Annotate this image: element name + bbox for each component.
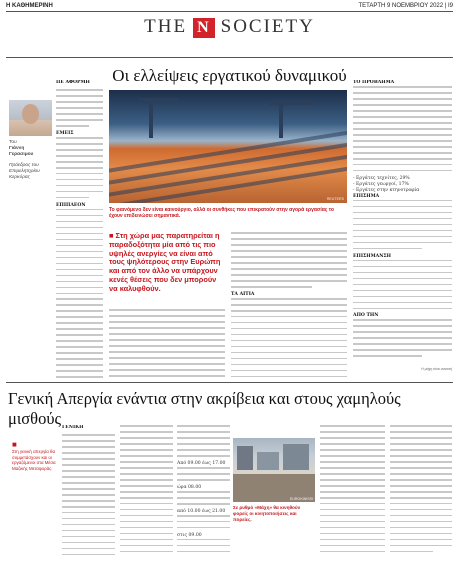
para-head: ΤΑ ΑΙΤΙΑ: [231, 291, 255, 297]
article2-column-3: [177, 425, 230, 565]
bullet-item: - Εργάτες τεχνίτες, 29%: [353, 175, 410, 181]
bullet-item: - Εργάτες στην κτηνοτροφία: [353, 187, 420, 193]
n-logo-badge: N: [193, 18, 215, 38]
article2-column-5: [390, 425, 452, 565]
article-divider: [6, 382, 453, 383]
article2-column-1: [62, 425, 115, 565]
para-head: ΕΠΙΣΗΜΑΝΣΗ: [353, 253, 392, 259]
article2-title: Γενική Απεργία ενάντια στην ακρίβεια και στους χαμηλούς μισθούς: [8, 389, 401, 428]
time-entry: ώρα 08.00: [177, 484, 202, 490]
time-entry: στις 09.00: [177, 532, 202, 538]
port-photo: [109, 90, 347, 203]
article2-column-2: [120, 425, 173, 565]
photo-caption: Το φαινόμενο δεν είναι καινούργιο, αλλά οι συνθήκες που επικρατούν στην αγορά εργασίας το έχουν επιδεινώσει σημαντικά.: [109, 207, 334, 220]
article2-dropcap: ΓΕΝΙΚΗ: [62, 425, 84, 430]
header-rule: [6, 11, 453, 12]
sidebar-note: [12, 441, 56, 515]
article1-column-1: [56, 80, 103, 380]
sidebar-note-text: Στη γενική απεργία θα συμμετάσχουν και οι εργαζόμενοι στα Μέσα Μαζικής Μεταφοράς.: [12, 449, 56, 471]
photo-credit: EUROKINISSI: [289, 497, 313, 501]
para-head: ΕΠΙΠΛΕΟΝ: [56, 202, 86, 208]
masthead-left: THE: [144, 16, 188, 37]
author-byline: [9, 140, 52, 181]
author-photo: [9, 100, 52, 136]
masthead-right: SOCIETY: [220, 16, 315, 37]
para-head: ΕΠΙΣΗΜΑ: [353, 193, 380, 199]
author-name-last: Γερασιμου: [9, 152, 34, 157]
time-entry: Από 09.00 έως 17.00: [177, 460, 226, 466]
article1-column-4: [353, 80, 452, 365]
article2-column-4: [320, 425, 385, 565]
section-masthead: [0, 16, 459, 38]
bullet-item: - Εργάτες γεωργοί, 17%: [353, 181, 409, 187]
author-role: Πρόεδρος του Επιμελητηρίου Κερκύρας: [9, 163, 40, 180]
article1-dropcap: ΠΕ ΑΦΟΡΜΗ: [56, 80, 90, 85]
closing-note: Η μάχη είναι ανοικτή: [421, 367, 452, 371]
para-head: ΤΟ ΠΡΟΒΛΗΜΑ: [353, 80, 395, 85]
pull-quote: ■ Στη χώρα μας παρατηρείται η παραδοξότητα μία από τις πιο υψηλές ανεργίες να είναι από τους ψηλότερους στην Ευρώπη και από τον άλλο να υπάρχουν κενές θέσεις που δεν μπορούν να καλυφθούν.: [109, 231, 221, 293]
para-head: ΕΜΕΙΣ: [56, 130, 74, 136]
sidebar-marker: ■: [12, 441, 17, 449]
protest-photo: [233, 438, 315, 502]
date-page-info: ΤΕΤΑΡΤΗ 9 ΝΟΕΜΒΡΙΟΥ 2022 | Ι9: [358, 3, 453, 9]
photo-credit: REUTERS: [326, 197, 344, 201]
para-head: ΑΠΟ ΤΗΝ: [353, 313, 379, 319]
masthead-rule: [6, 57, 453, 58]
newspaper-name: Η ΚΑΘΗΜΕΡΙΝΗ: [6, 3, 53, 9]
author-name-first: Γιάννη: [9, 146, 25, 151]
article1-column-3: [231, 232, 347, 382]
photo-caption: Σε ρυθμό «Μάχη» θα κινηθούν φορείς οι κινητοποιήσεις και πορείες.: [233, 505, 301, 522]
byline-by: Του: [9, 140, 17, 145]
article1-column-2: [109, 309, 225, 381]
time-entry: από 10.00 έως 21.00: [177, 508, 226, 514]
article1-title: Οι ελλείψεις εργατικού δυναμικού: [112, 66, 347, 85]
